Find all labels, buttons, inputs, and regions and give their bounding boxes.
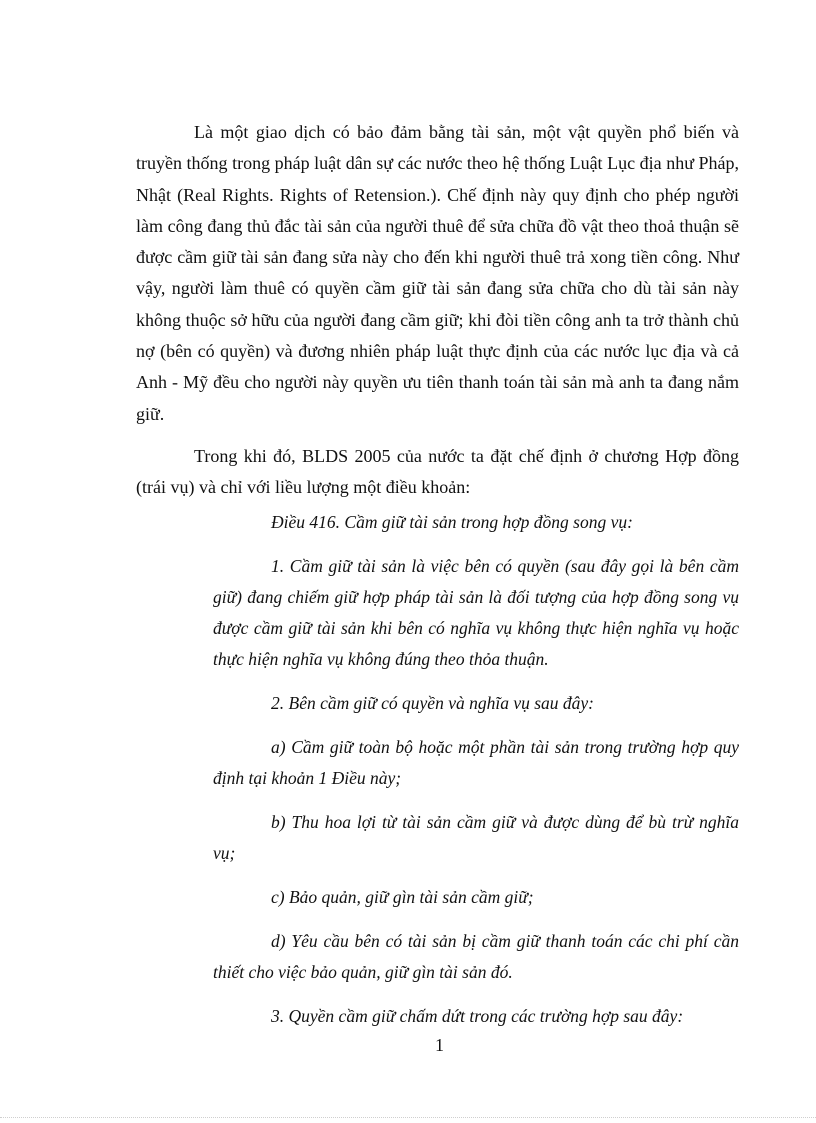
clause-1: 1. Cầm giữ tài sản là việc bên có quyền (sau đây gọi là bên cầm giữ) đang chiếm giữ hợp pháp tài sản là đối tượng của hợp đồng song vụ được cầm giữ tài sản khi bên có nghĩa vụ không thực hiện nghĩa vụ hoặc thực hiện nghĩa vụ không đúng theo thỏa thuận.	[213, 556, 739, 669]
item-d: d) Yêu cầu bên có tài sản bị cầm giữ thanh toán các chi phí cần thiết cho việc bảo quản, giữ gìn tài sản đó.	[213, 931, 739, 982]
item-c: c) Bảo quản, giữ gìn tài sản cầm giữ;	[271, 887, 534, 907]
paragraph-retention-rights: Là một giao dịch có bảo đảm bằng tài sản, một vật quyền phổ biến và truyền thống trong pháp luật dân sự các nước theo hệ thống Luật Lục địa như Pháp, Nhật (Real Rights. Rights of Retension.). Chế định này quy định cho phép người làm công đang thủ đắc tài sản của người thuê để sửa chữa đồ vật theo thoả thuận sẽ được cầm giữ tài sản đang sửa này cho đến khi người thuê trả xong tiền công. Như vậy, người làm thuê có quyền cầm giữ tài sản đang sửa chữa cho dù tài sản này không thuộc sở hữu của người đang cầm giữ; khi đòi tiền công anh ta trở thành chủ nợ (bên có quyền) và đương nhiên pháp luật thực định của các nước lục địa và cả Anh - Mỹ đều cho người này quyền ưu tiên thanh toán tài sản mà anh ta đang nắm giữ.	[136, 122, 739, 424]
page-bottom-divider	[0, 1117, 816, 1118]
clause-2: 2. Bên cầm giữ có quyền và nghĩa vụ sau đây:	[271, 693, 594, 713]
quoted-article	[213, 507, 739, 1045]
item-a: a) Cầm giữ toàn bộ hoặc một phần tài sản trong trường hợp quy định tại khoản 1 Điều này;	[213, 737, 739, 788]
page-number: 1	[435, 1035, 444, 1055]
paragraph-blds-2005: Trong khi đó, BLDS 2005 của nước ta đặt chế định ở chương Hợp đồng (trái vụ) và chỉ với liều lượng một điều khoản:	[136, 445, 739, 498]
body-text	[136, 117, 739, 504]
item-b: b) Thu hoa lợi từ tài sản cầm giữ và được dùng để bù trừ nghĩa vụ;	[213, 812, 739, 863]
article-title: Điều 416. Cầm giữ tài sản trong hợp đồng song vụ:	[271, 512, 633, 532]
clause-3: 3. Quyền cầm giữ chấm dứt trong các trường hợp sau đây:	[271, 1006, 684, 1026]
